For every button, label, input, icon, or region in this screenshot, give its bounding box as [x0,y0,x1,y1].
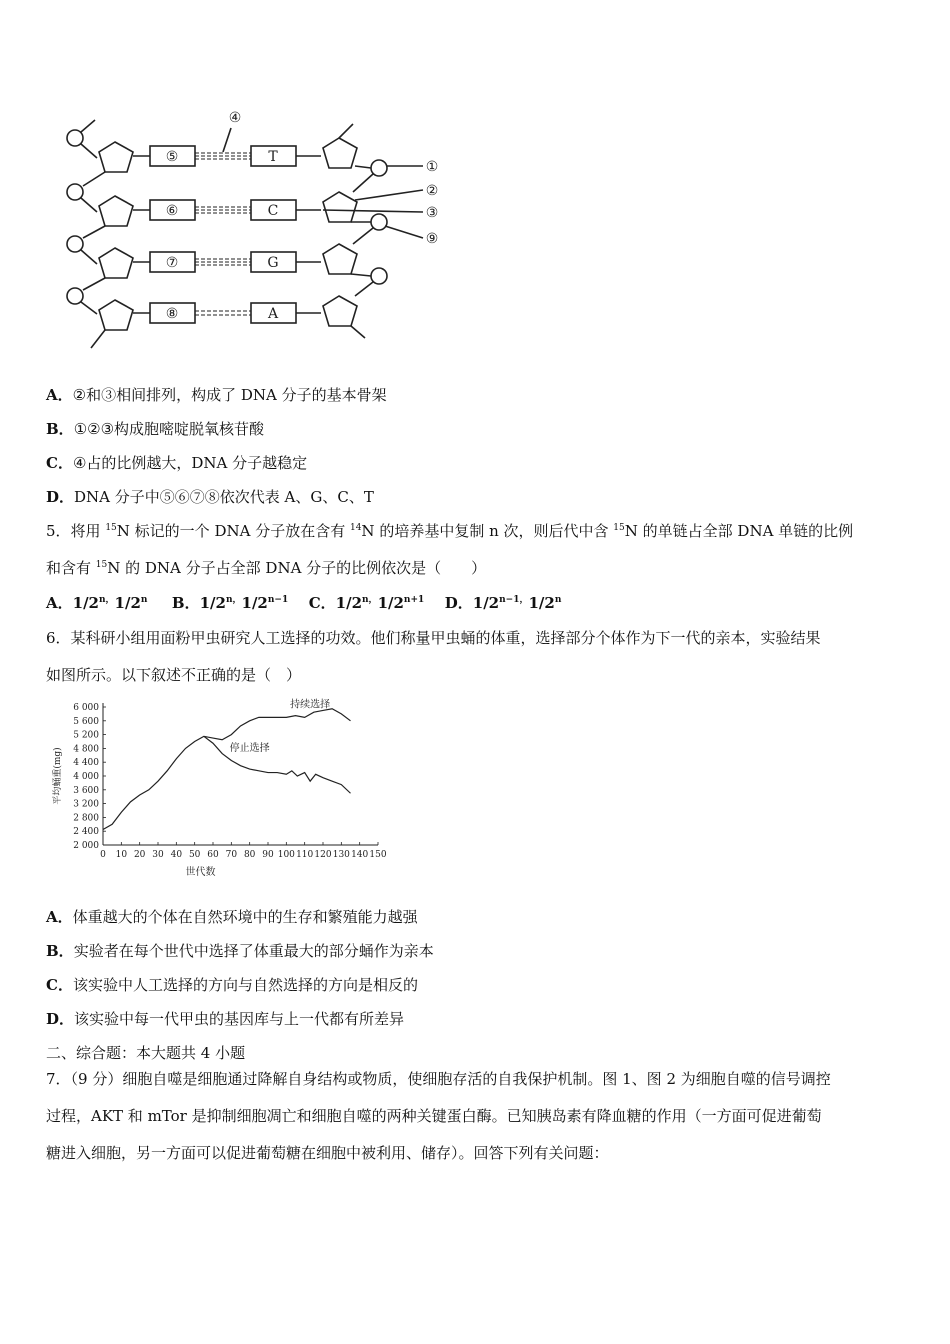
sugar-pentagon [99,196,133,226]
sugar-pentagon [99,300,133,330]
callout-label: ③ [425,205,439,221]
x-tick-label: 0 [100,850,106,860]
x-tick-label: 130 [332,850,350,860]
x-tick-label: 80 [243,850,256,860]
callout-label: ① [425,159,439,175]
callout-label: ② [425,183,439,199]
q6-stem-line1: 6．某科研小组用面粉甲虫研究人工选择的功效。他们称量甲虫蛹的体重，选择部分个体作为下一代的亲本，实验结果 [46,629,821,647]
base-label-left: ⑥ [165,203,179,219]
base-label-right: G [267,255,279,271]
x-tick-label: 30 [152,850,164,860]
series-label-continued: 持续选择 [290,699,331,711]
sugar-pentagon [323,244,357,274]
base-label-right: C [267,203,279,219]
sugar-pentagon [323,296,357,326]
q5-option-d: D．$1/2^{n-1,}1/2^n$ [444,594,562,612]
x-tick-label: 40 [170,850,183,860]
q7-stem-line2: 过程，AKT 和 mTor 是抑制细胞凋亡和细胞自噬的两种关键蛋白酶。已知胰岛素有降血糖的作用（一方面可促进葡萄 [46,1107,822,1125]
x-tick-label: 150 [369,850,387,860]
base-label-right: A [267,306,279,322]
base-label-left: ⑦ [165,255,179,271]
y-tick-label: 3 200 [73,799,99,810]
sugar-pentagon [323,138,357,168]
y-tick-label: 4 400 [73,758,99,769]
x-tick-label: 90 [262,850,274,860]
q6-option-c: C．该实验中人工选择的方向与自然选择的方向是相反的 [46,976,418,994]
q5-option-a: A．$1/2^{n,}1/2^n$ [46,594,148,612]
q4-option-c: C．④占的比例越大，DNA 分子越稳定 [46,454,308,472]
phosphate-circle [67,184,83,200]
y-tick-label: 5 600 [73,716,99,727]
q5-stem-line1: 5．将用 $^{15}$N 标记的一个 DNA 分子放在含有 $^{14}$N 的培养基中复制 n 次，则后代中含 $^{15}$N 的单链占全部 DNA 单链的比例 [46,522,854,540]
q6-stem-line2: 如图所示。以下叙述不正确的是（ ） [46,666,302,684]
y-tick-label: 3 600 [73,785,99,796]
phosphate-circle [67,130,83,146]
base-label-right: T [268,149,278,165]
x-tick-label: 70 [225,850,238,860]
y-tick-label: 4 800 [73,744,99,755]
base-label-left: ⑤ [165,149,179,165]
x-tick-label: 110 [296,850,314,860]
phosphate-circle [67,288,83,304]
sugar-pentagon [99,248,133,278]
phosphate-circle [371,214,387,230]
sugar-pentagon [99,142,133,172]
phosphate-circle [67,236,83,252]
y-axis-label: 平均蛹重(mg) [53,747,63,805]
q7-stem-line3: 糖进入细胞，另一方面可以促进葡萄糖在细胞中被利用、储存）。回答下列有关问题： [46,1144,609,1162]
phosphate-circle [371,160,387,176]
q5-options [46,593,561,613]
q6-option-b: B．实验者在每个世代中选择了体重最大的部分蛹作为亲本 [46,942,434,960]
y-tick-label: 5 200 [73,730,99,741]
x-tick-label: 120 [314,850,332,860]
sugar-pentagon [323,192,357,222]
y-tick-label: 6 000 [73,703,99,713]
y-tick-label: 2 400 [73,827,99,838]
base-label-left: ⑧ [165,306,179,322]
y-tick-label: 2 000 [73,841,99,851]
x-tick-label: 20 [133,850,146,860]
series-line-continued-selection [103,709,351,830]
phosphate-circle [371,268,387,284]
q5-option-b: B．$1/2^{n,}1/2^{n-1}$ [171,594,289,612]
q5-option-c: C．$1/2^{n,}1/2^{n+1}$ [308,594,425,612]
dna-structure-diagram [55,100,455,355]
x-tick-label: 140 [351,850,369,860]
x-tick-label: 60 [207,850,219,860]
pupa-weight-chart [48,695,393,885]
q5-stem-line2: 和含有 $^{15}$N 的 DNA 分子占全部 DNA 分子的比例依次是（ ） [46,559,487,577]
q6-option-a: A．体重越大的个体在自然环境中的生存和繁殖能力越强 [46,908,418,926]
q6-option-d: D．该实验中每一代甲虫的基因库与上一代都有所差异 [46,1010,405,1028]
x-axis-label: 世代数 [185,867,216,878]
series-label-stopped: 停止选择 [229,743,270,755]
y-tick-label: 2 800 [73,813,99,824]
section-heading: 二、综合题：本大题共 4 小题 [46,1044,246,1062]
x-tick-label: 10 [115,850,128,860]
q4-option-a: A．②和③相间排列，构成了 DNA 分子的基本骨架 [46,386,387,404]
q7-stem-line1: 7．（9 分）细胞自噬是细胞通过降解自身结构或物质，使细胞存活的自我保护机制。图 1、图 2 为细胞自噬的信号调控 [46,1070,831,1088]
x-tick-label: 100 [277,850,295,860]
q4-option-d: D．DNA 分子中⑤⑥⑦⑧依次代表 A、G、C、T [46,488,374,506]
q4-option-b: B．①②③构成胞嘧啶脱氧核苷酸 [46,420,265,438]
x-tick-label: 50 [188,850,201,860]
callout-label: ⑨ [425,231,439,247]
callout-label: ④ [228,110,242,126]
series-line-stopped-selection [204,736,351,793]
y-tick-label: 4 000 [73,772,99,782]
